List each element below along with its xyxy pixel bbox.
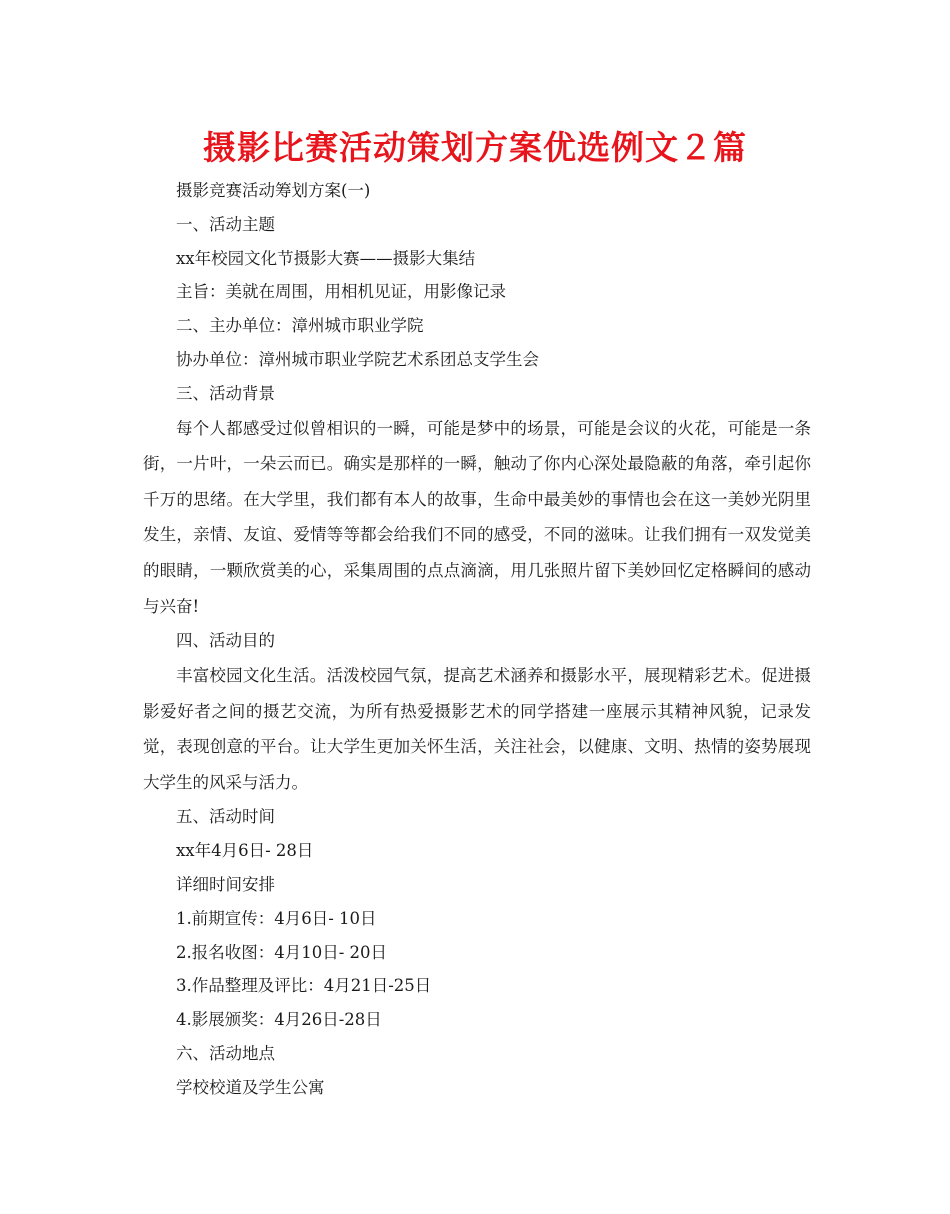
schedule-item: 1.前期宣传：4月6日- 10日 (176, 908, 377, 928)
co-organizer-line: 协办单位：漳州城市职业学院艺术系团总支学生会 (176, 349, 539, 369)
schedule-heading: 详细时间安排 (176, 874, 275, 894)
section-heading-goal: 四、活动目的 (176, 631, 275, 651)
section-heading-location: 六、活动地点 (176, 1043, 275, 1063)
section-heading-organizer: 二、主办单位：漳州城市职业学院 (176, 316, 424, 336)
subtitle-line: 摄影竞赛活动筹划方案(一) (176, 181, 371, 200)
purpose-statement: 主旨：美就在周围，用相机见证，用影像记录 (176, 282, 506, 302)
goal-paragraph: 丰富校园文化生活。活泼校园气氛，提高艺术涵养和摄影水平，展现精彩艺术。促进摄影爱好者之间的摄艺交流，为所有热爱摄影艺术的同学搭建一座展示其精神风貌，记录发觉，表现创意的平台。让大学生更加关怀生活，关注社会，以健康、文明、热情的姿势展现大学生的风采与活力。 (143, 665, 811, 792)
theme-text: xx年校园文化节摄影大赛——摄影大集结 (176, 248, 476, 268)
section-heading-time: 五、活动时间 (176, 807, 275, 827)
background-paragraph: 每个人都感受过似曾相识的一瞬，可能是梦中的场景，可能是会议的火花，可能是一条街，一片叶，一朵云而已。确实是那样的一瞬，触动了你内心深处最隐蔽的角落，牵引起你千万的思绪。在大学里，我们都有本人的故事，生命中最美妙的事情也会在这一美妙光阴里发生，亲情、友谊、爱情等等都会给我们不同的感受，不同的滋味。让我们拥有一双发觉美的眼睛，一颗欣赏美的心，采集周围的点点滴滴，用几张照片留下美妙回忆定格瞬间的感动与兴奋! (143, 418, 811, 616)
document-body (143, 174, 811, 1104)
schedule-item: 4.影展颁奖：4月26日-28日 (176, 1010, 382, 1030)
time-range: xx年4月6日- 28日 (176, 841, 314, 861)
section-heading-background: 三、活动背景 (176, 383, 275, 403)
schedule-item: 3.作品整理及评比：4月21日-25日 (176, 976, 432, 996)
schedule-item: 2.报名收图：4月10日- 20日 (176, 942, 388, 962)
location-text: 学校校道及学生公寓 (176, 1077, 325, 1097)
section-heading-theme: 一、活动主题 (176, 214, 275, 234)
document-title: 摄影比赛活动策划方案优选例文２篇 (203, 128, 747, 167)
